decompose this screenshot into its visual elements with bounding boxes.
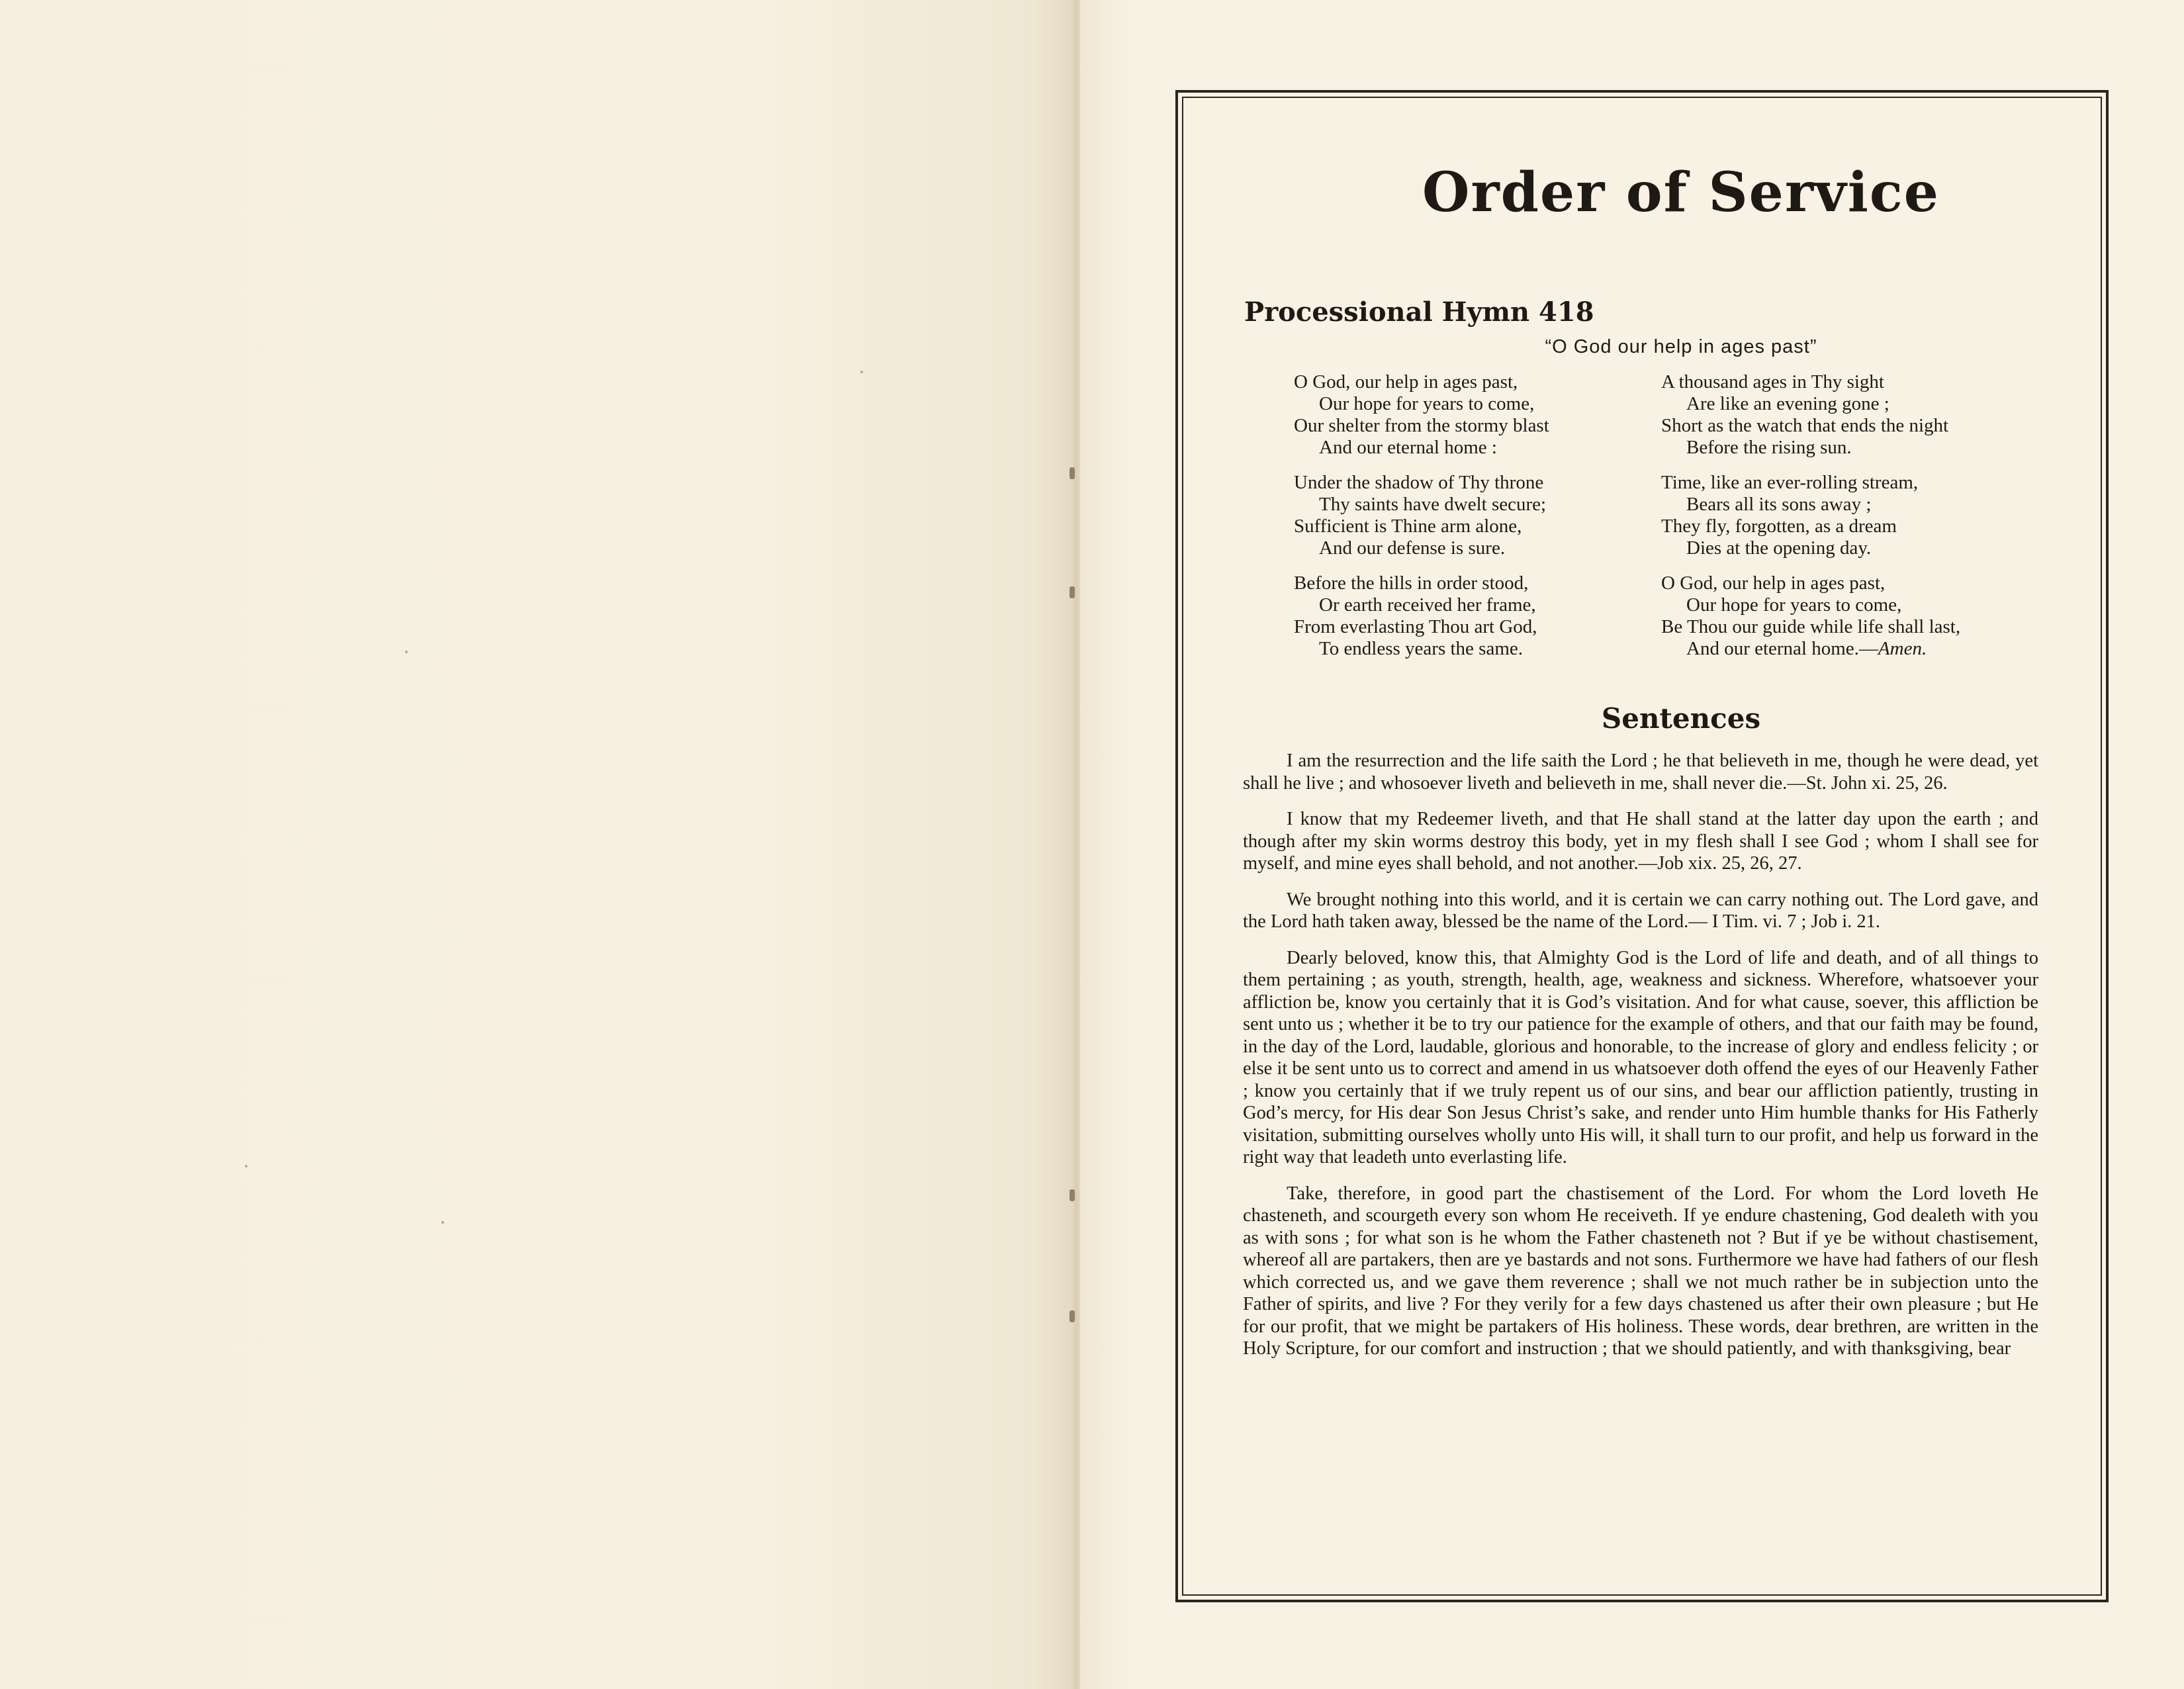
sentence-paragraph: I know that my Redeemer liveth, and that He shall stand at the latter day upon the earth ; and though after my skin worms destroy this body, yet in my flesh shall I see God ; whom I shall see for myself, and mine eyes shall behold, and not another.—Job xix. 25, 26, 27. <box>1243 809 2038 874</box>
binding-staple <box>1069 467 1075 479</box>
verse-line: Or earth received her frame, <box>1319 594 1536 616</box>
sentence-paragraph: I am the resurrection and the life saith the Lord ; he that believeth in me, though he were dead, yet shall he live ; and whosoever liveth and believeth in me, shall never die.—St. John xi. 25, 26. <box>1243 751 2038 794</box>
verse-line: Before the hills in order stood, <box>1294 572 1529 594</box>
verse-line: From everlasting Thou art God, <box>1294 616 1537 637</box>
binding-staple <box>1069 586 1075 598</box>
verse-line: Dies at the opening day. <box>1686 537 1872 559</box>
hymn-stanza <box>1661 572 2058 660</box>
verse-line: A thousand ages in Thy sight <box>1661 371 1884 392</box>
blank-left-page <box>0 0 1075 1689</box>
hymn-heading: Processional Hymn 418 <box>1244 297 1594 328</box>
sentence-paragraph: Dearly beloved, know this, that Almighty God is the Lord of life and death, and of all things to them pertaining ; as youth, strength, health, age, weakness and sickness. Wherefore, whatsoever your affliction be, know you certainly that it is God’s visitation. And for what cause, soever, this affliction be sent unto us ; whether it be to try our patience for the example of others, and that our faith may be found, in the day of the Lord, laudable, glorious and honorable, to the increase of glory and endless felicity ; or else it be sent unto us to correct and amend in us whatsoever doth offend the eyes of our Heavenly Father ; know you certainly that if we truly repent us of our sins, and bear our affliction patiently, trusting in God’s mercy, for His dear Son Jesus Christ’s sake, and render unto Him humble thanks for His Fatherly visitation, submitting ourselves wholly unto His will, it shall turn to our profit, and help us forward in the right way that leadeth unto everlasting life. <box>1243 947 2038 1167</box>
hymn-stanza <box>1661 472 2058 559</box>
verse-line: Time, like an ever-rolling stream, <box>1661 472 1919 493</box>
verse-line <box>1661 638 2058 660</box>
verse-line: Thy saints have dwelt secure; <box>1319 494 1547 515</box>
sentence-paragraph: We brought nothing into this world, and it is certain we can carry nothing out. The Lord gave, and the Lord hath taken away, blessed be the name of the Lord.— I Tim. vi. 7 ; Job i. 21. <box>1243 889 2038 932</box>
hymn-stanza <box>1661 371 2058 459</box>
verse-line: O God, our help in ages past, <box>1661 572 1886 594</box>
verse-line: And our defense is sure. <box>1319 537 1506 559</box>
sentence-paragraph: Take, therefore, in good part the chastisement of the Lord. For whom the Lord loveth He chasteneth, and scourgeth every son whom He receiveth. If ye endure chastening, God dealeth with you as with sons ; for what son is he whom the Father chasteneth not ? But if ye be without chastisement, whereof all are partakers, then are ye bastards and not sons. Furthermore we have had fathers of our flesh which corrected us, and we gave them reverence ; shall we not much rather be in subjection unto the Father of spirits, and live ? For they verily for a few days chastened us after their own pleasure ; but He for our profit, that we might be partakers of His holiness. These words, dear brethren, are written in the Holy Scripture, for our comfort and instruction ; that we should patiently, and with thanksgiving, bear <box>1243 1183 2038 1359</box>
hymn-stanza <box>1294 472 1661 559</box>
binding-staple <box>1069 1310 1075 1322</box>
binding-staple <box>1069 1189 1075 1201</box>
verse-line: Our shelter from the stormy blast <box>1294 415 1549 436</box>
verse-line-text: And our eternal home.— <box>1686 638 1878 659</box>
verse-line: Sufficient is Thine arm alone, <box>1294 516 1522 537</box>
verse-line: O God, our help in ages past, <box>1294 371 1518 392</box>
hymn-stanza <box>1294 371 1661 459</box>
verse-line: And our eternal home : <box>1319 437 1497 458</box>
page-title: Order of Service <box>1422 161 1940 224</box>
order-of-service <box>1243 161 2038 1374</box>
verse-line: Our hope for years to come, <box>1686 594 1902 616</box>
hymn-stanza <box>1294 572 1661 660</box>
paper-speck <box>441 1221 444 1224</box>
amen-text: Amen. <box>1878 638 1927 659</box>
sentences-heading: Sentences <box>1601 702 1761 735</box>
paper-speck <box>245 1165 248 1167</box>
verse-line: Before the rising sun. <box>1686 437 1852 458</box>
verse-line: To endless years the same. <box>1319 638 1524 659</box>
paper-speck <box>405 651 408 653</box>
hymn-verses <box>1244 371 2038 673</box>
verse-line: Short as the watch that ends the night <box>1661 415 1949 436</box>
verse-line: Under the shadow of Thy throne <box>1294 472 1544 493</box>
verse-line: They fly, forgotten, as a dream <box>1661 516 1897 537</box>
verse-line: Our hope for years to come, <box>1319 393 1535 414</box>
verse-line: Be Thou our guide while life shall last, <box>1661 616 1961 637</box>
hymn-subtitle: “O God our help in ages past” <box>1545 336 1817 357</box>
paper-speck <box>860 371 863 373</box>
verse-line: Bears all its sons away ; <box>1686 494 1872 515</box>
verse-line: Are like an evening gone ; <box>1686 393 1889 414</box>
